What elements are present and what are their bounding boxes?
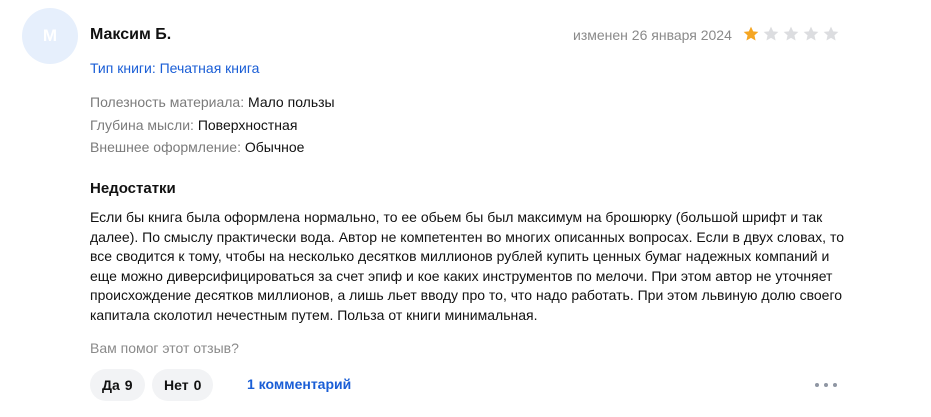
vote-no-count: 0 xyxy=(193,377,202,393)
dot xyxy=(824,383,828,387)
more-dots-icon[interactable] xyxy=(812,376,840,394)
vote-no-button[interactable] xyxy=(152,369,213,401)
attribute-label: Внешнее оформление: xyxy=(90,139,241,155)
attribute-label: Полезность материала: xyxy=(90,94,245,110)
attribute-design xyxy=(90,139,304,155)
section-title: Недостатки xyxy=(90,180,176,197)
book-type-link[interactable]: Тип книги: Печатная книга xyxy=(90,60,260,76)
vote-yes-count: 9 xyxy=(124,377,133,393)
dot xyxy=(815,383,819,387)
attribute-label: Глубина мысли: xyxy=(90,117,194,133)
vote-no-label: Нет xyxy=(164,377,189,393)
star-empty-icon xyxy=(802,25,820,43)
avatar-initial: М xyxy=(42,26,58,45)
vote-yes-label: Да xyxy=(102,377,120,393)
author-name[interactable]: Максим Б. xyxy=(90,26,172,43)
star-empty-icon xyxy=(762,25,780,43)
attribute-usefulness xyxy=(90,94,335,110)
vote-yes-button[interactable] xyxy=(90,369,145,401)
star-filled-icon xyxy=(742,25,760,43)
attribute-value: Поверхностная xyxy=(197,117,298,133)
attribute-value: Мало пользы xyxy=(248,94,335,110)
dot xyxy=(833,383,837,387)
comments-link[interactable]: 1 комментарий xyxy=(247,376,352,392)
attribute-depth xyxy=(90,117,297,133)
star-empty-icon xyxy=(782,25,800,43)
review-text: Если бы книга была оформлена нормально, то ее обьем бы был максимум на брошюрку (большой шрифт и так далее). По смыслу практически вода. Автор не компетентен во многих описанных вопросах. Если в двух словах, то все сводится к тому, чтобы на несколько десятков миллионов рублей купить ценных бумаг надежных компаний и еще можно диверсифицироваться за счет эпиф и кое каких инструментов по мелочи. При этом автор не уточняет происхождение десятков миллионов, а лишь льет вводу про то, что надо работать. При этом львиную долю своего капитала сколотил нечестным путем. Польза от книги минимальная. xyxy=(90,209,844,323)
star-empty-icon xyxy=(822,25,840,43)
review-date: изменен 26 января 2024 xyxy=(573,27,732,43)
avatar xyxy=(22,8,78,64)
rating-stars xyxy=(742,25,840,43)
helpful-question: Вам помог этот отзыв? xyxy=(90,340,239,356)
attribute-value: Обычное xyxy=(244,139,305,155)
